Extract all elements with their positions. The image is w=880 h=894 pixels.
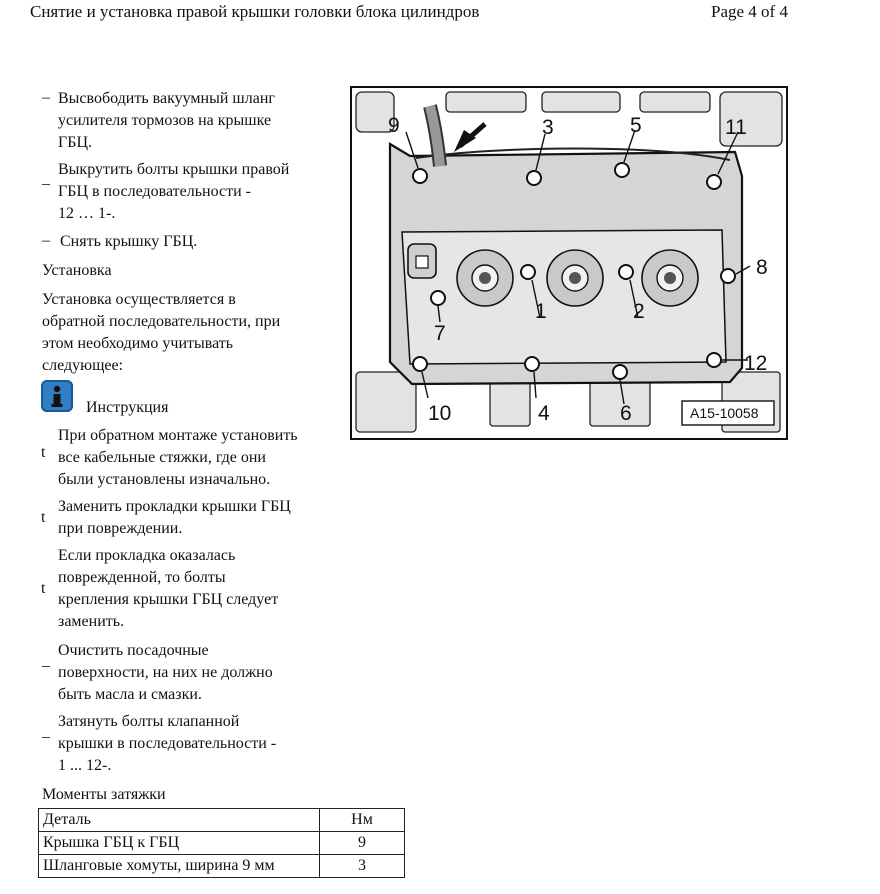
install-intro [42, 289, 280, 377]
text-line: усилителя тормозов на крышке [58, 112, 272, 129]
text-line: этом необходимо учитывать [42, 335, 234, 352]
note-marker: t [41, 580, 46, 597]
step-remove-cover [60, 231, 197, 253]
figure-code: A15-10058 [690, 405, 759, 421]
install-heading: Установка [42, 262, 112, 279]
note-replace-gaskets [58, 496, 291, 540]
text-line: 12 … 1-. [58, 205, 116, 222]
text-line: поверхности, на них не должно [58, 664, 273, 681]
cylinder-head-cover-figure [350, 86, 788, 440]
text-line: 1 ... 12-. [58, 757, 112, 774]
table-cell: Шланговые хомуты, ширина 9 мм [39, 855, 320, 878]
step-remove-vacuum-hose [58, 88, 275, 154]
text-line: крепления крышки ГБЦ следует [58, 591, 279, 608]
text-line: поврежденной, то болты [58, 569, 226, 586]
text-line: все кабельные стяжки, где они [58, 449, 266, 466]
bullet-marker: – [42, 89, 50, 106]
torque-table [38, 808, 405, 878]
text-line: ГБЦ в последовательности - [58, 183, 251, 200]
bolt-label-8: 8 [756, 256, 768, 279]
bullet-marker: _ [42, 723, 50, 740]
bolt-label-4: 4 [538, 402, 550, 425]
bolt-label-10: 10 [428, 402, 452, 425]
table-row [39, 855, 405, 878]
note-cable-ties [58, 425, 298, 491]
text-line: заменить. [58, 613, 125, 630]
bolt-label-2: 2 [633, 300, 645, 323]
text-line: обратной последовательности, при [42, 313, 281, 330]
step-unscrew-bolts [58, 159, 289, 225]
text-line: Если прокладка оказалась [58, 547, 236, 564]
text-line: Заменить прокладки крышки ГБЦ [58, 498, 291, 515]
text-line: Затянуть болты клапанной [58, 713, 240, 730]
text-line: были установлены изначально. [58, 471, 271, 488]
bolt-label-3: 3 [542, 116, 554, 139]
text-line: следующее: [42, 357, 124, 374]
bullet-marker: – [42, 232, 50, 249]
text-line: ГБЦ. [58, 134, 92, 151]
table-cell: Крышка ГБЦ к ГБЦ [39, 832, 320, 855]
text-line: Установка осуществляется в [42, 291, 236, 308]
table-header-cell: Деталь [39, 809, 320, 832]
text-line: Снять крышку ГБЦ. [60, 233, 198, 250]
bullet-marker: _ [42, 170, 50, 187]
note-replace-bolts [58, 545, 278, 633]
bolt-label-11: 11 [725, 116, 747, 139]
step-clean-surfaces [58, 640, 273, 706]
step-tighten-bolts [58, 711, 276, 777]
text-line: крышки в последовательности - [58, 735, 277, 752]
note-marker: t [41, 444, 46, 461]
text-line: быть масла и смазки. [58, 686, 202, 703]
bolt-label-6: 6 [620, 402, 632, 425]
bolt-label-5: 5 [630, 114, 642, 137]
text-line: Очистить посадочные [58, 642, 209, 659]
bullet-marker: _ [42, 652, 50, 669]
note-marker: t [41, 509, 46, 526]
page-title: Снятие и установка правой крышки головки блока цилиндров [30, 2, 480, 21]
bolt-label-12: 12 [744, 352, 768, 375]
page-number: Page 4 of 4 [711, 2, 788, 21]
bolt-label-7: 7 [434, 322, 446, 345]
text-line: Выкрутить болты крышки правой [58, 161, 290, 178]
text-line: при повреждении. [58, 520, 183, 537]
table-cell: 3 [320, 855, 405, 878]
text-line: При обратном монтаже установить [58, 427, 298, 444]
table-row [39, 832, 405, 855]
table-header-cell: Нм [320, 809, 405, 832]
text-line: Высвободить вакуумный шланг [58, 90, 275, 107]
torque-title: Моменты затяжки [42, 786, 166, 803]
bolt-label-9: 9 [388, 114, 400, 137]
table-header-row [39, 809, 405, 832]
table-cell: 9 [320, 832, 405, 855]
bolt-label-1: 1 [535, 300, 547, 323]
info-icon [41, 380, 73, 412]
instruction-label: Инструкция [86, 399, 169, 416]
